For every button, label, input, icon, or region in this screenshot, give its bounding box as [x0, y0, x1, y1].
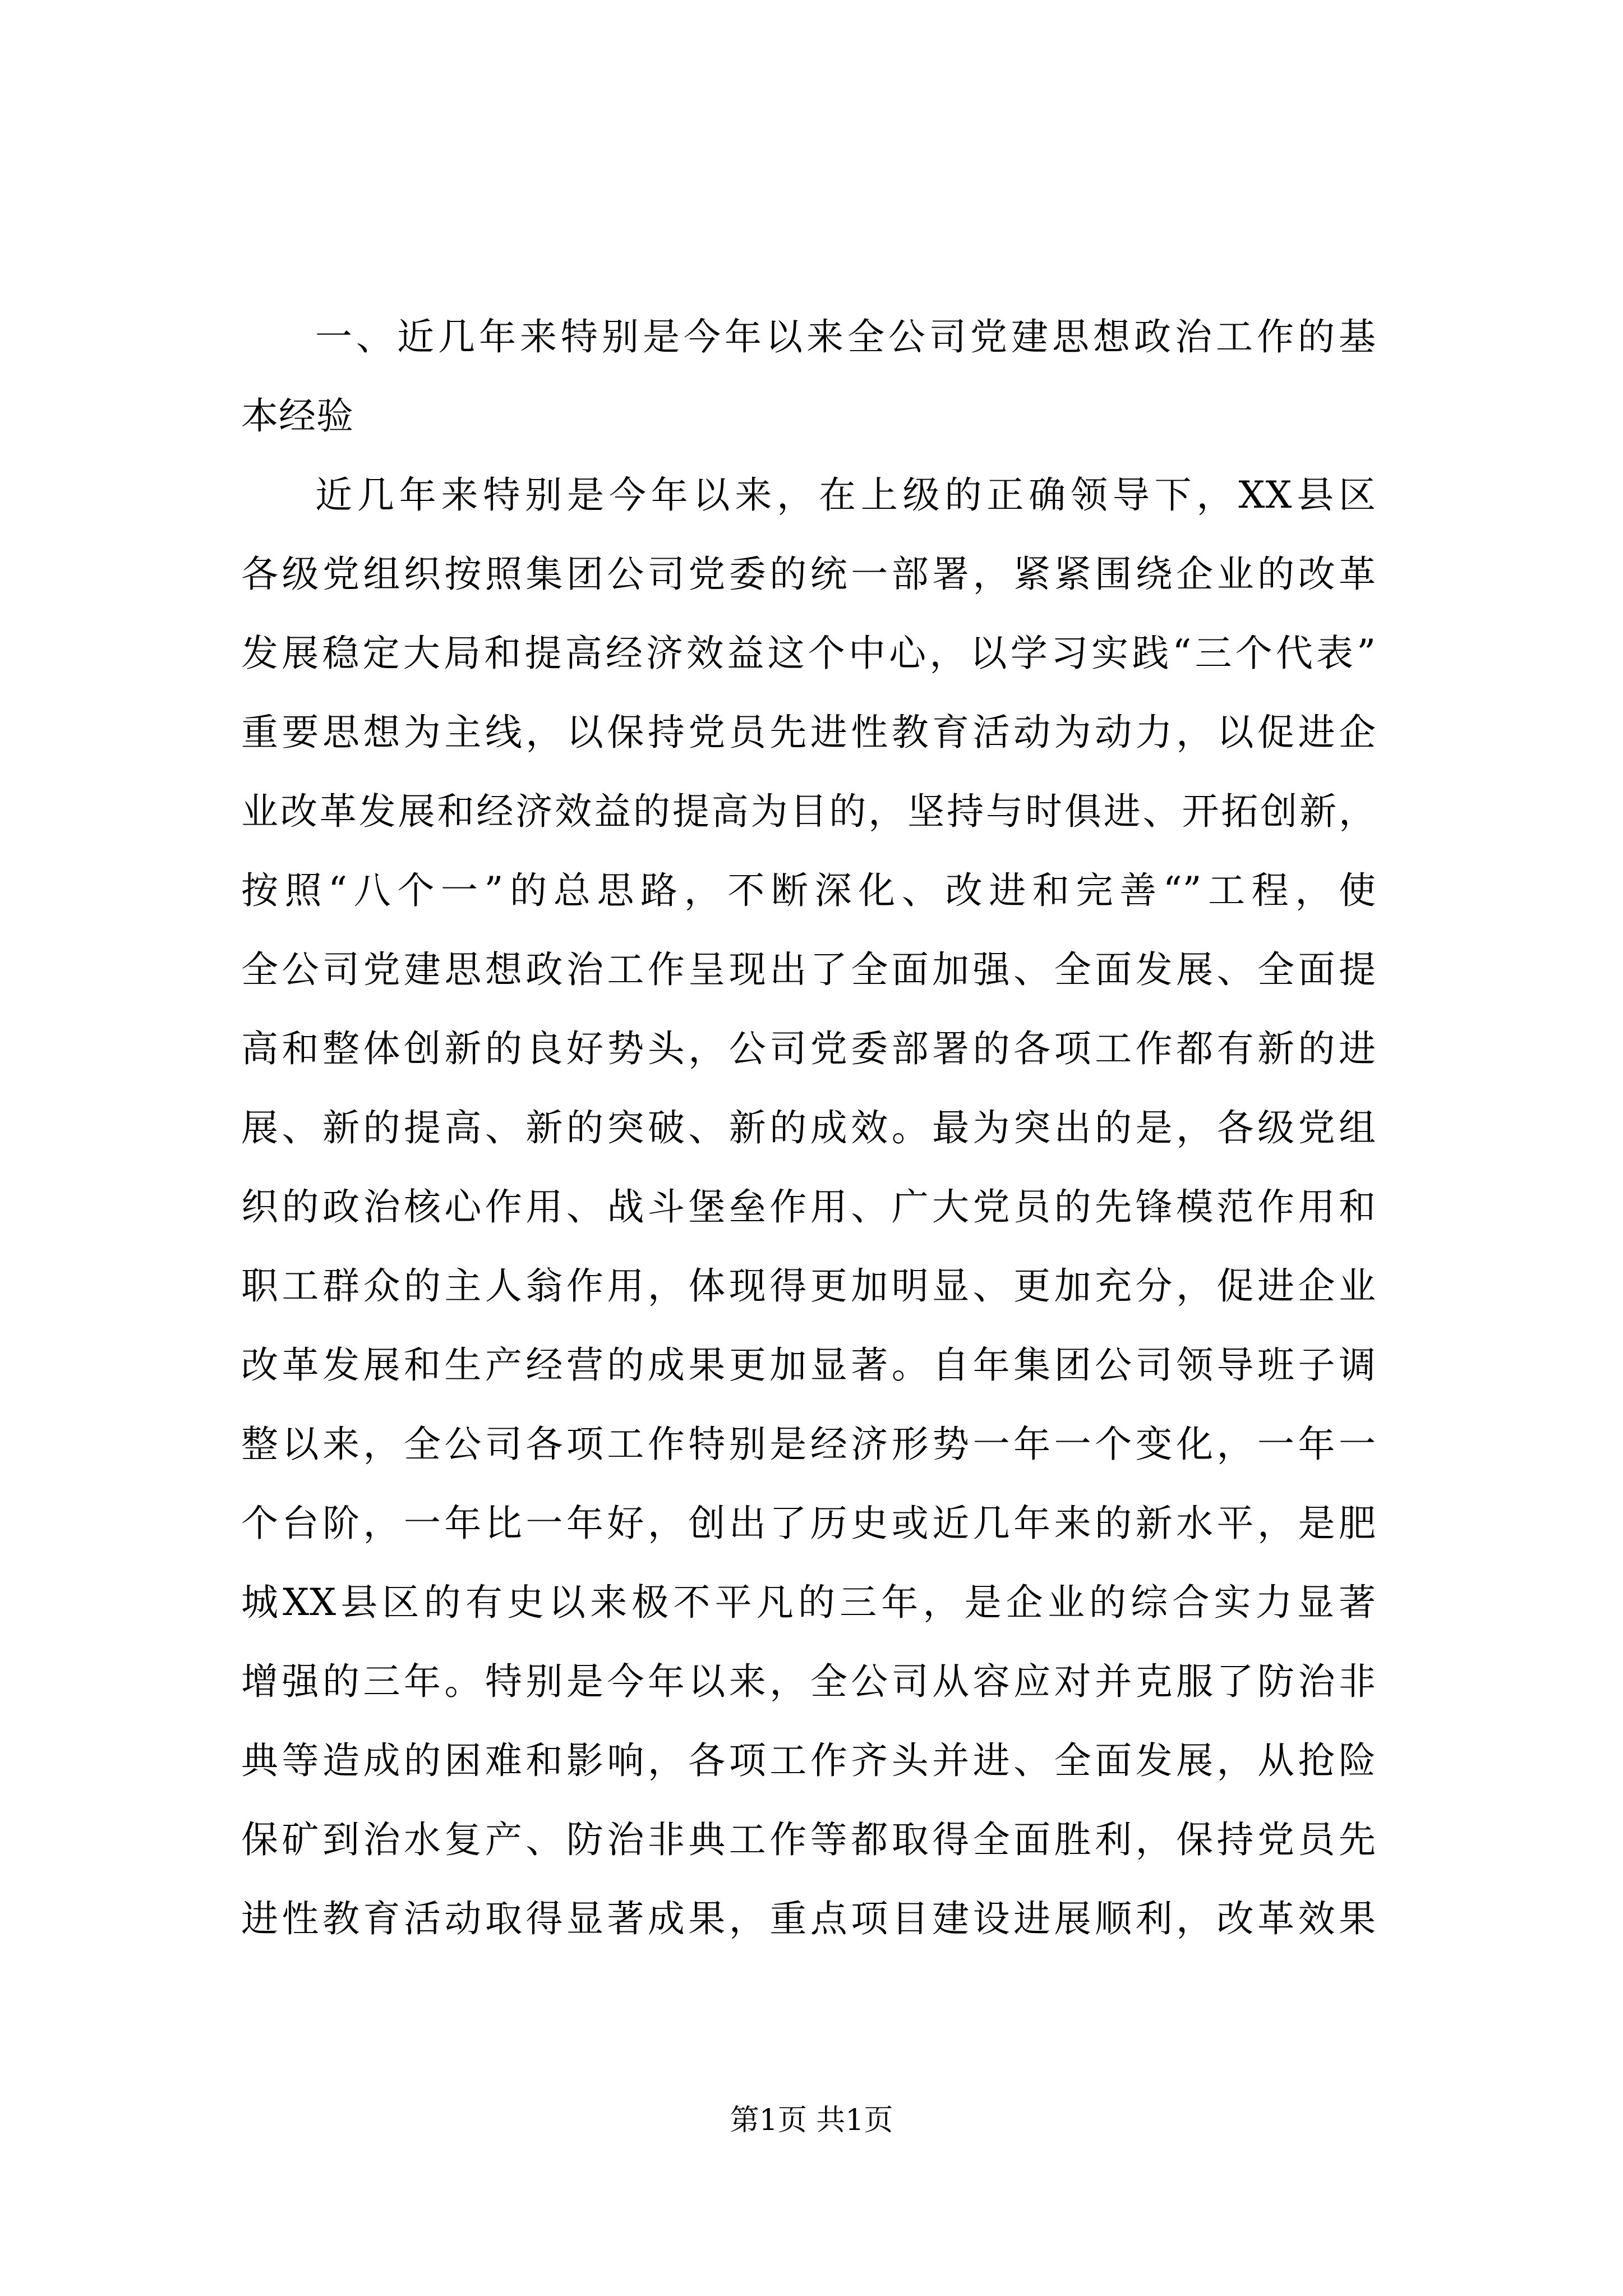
section-heading-line-2: 本经验: [241, 394, 354, 438]
page-number-footer: 第1页 共1页: [730, 2104, 893, 2137]
paragraph-line: 按照“八个一”的总思路，不断深化、改进和完善“”工程，使: [241, 869, 1376, 912]
paragraph-line: 改革发展和生产经营的成果更加显著。自年集团公司领导班子调: [241, 1343, 1376, 1387]
paragraph-line: 整以来，全公司各项工作特别是经济形势一年一个变化，一年一: [241, 1423, 1376, 1466]
paragraph-line: 个台阶，一年比一年好，创出了历史或近几年来的新水平，是肥: [241, 1502, 1376, 1545]
paragraph-line: 城XX县区的有史以来极不平凡的三年，是企业的综合实力显著: [241, 1581, 1376, 1624]
paragraph-line: 织的政治核心作用、战斗堡垒作用、广大党员的先锋模范作用和: [241, 1185, 1376, 1228]
paragraph-line: 全公司党建思想政治工作呈现出了全面加强、全面发展、全面提: [241, 948, 1376, 991]
paragraph-line: 高和整体创新的良好势头，公司党委部署的各项工作都有新的进: [241, 1027, 1376, 1070]
section-heading-line-1: 一、近几年来特别是今年以来全公司党建思想政治工作的基: [315, 315, 1376, 358]
paragraph-line: 典等造成的困难和影响，各项工作齐头并进、全面发展，从抢险: [241, 1739, 1376, 1782]
document-body: [241, 297, 1376, 1958]
paragraph-line: 业改革发展和经济效益的提高为目的，坚持与时俱进、开拓创新，: [241, 790, 1376, 833]
paragraph-line: 职工群众的主人翁作用，体现得更加明显、更加充分，促进企业: [241, 1264, 1376, 1308]
paragraph-line: 保矿到治水复产、防治非典工作等都取得全面胜利，保持党员先: [241, 1818, 1376, 1861]
paragraph-line: 进性教育活动取得显著成果，重点项目建设进展顺利，改革效果: [241, 1897, 1376, 1940]
paragraph-line: 重要思想为主线，以保持党员先进性教育活动为动力，以促进企: [241, 711, 1376, 754]
paragraph-line: 近几年来特别是今年以来，在上级的正确领导下，XX县区: [315, 473, 1376, 517]
paragraph-line: 展、新的提高、新的突破、新的成效。最为突出的是，各级党组: [241, 1106, 1376, 1149]
paragraph-line: 各级党组织按照集团公司党委的统一部署，紧紧围绕企业的改革: [241, 553, 1376, 596]
paragraph-line: 发展稳定大局和提高经济效益这个中心，以学习实践“三个代表”: [241, 632, 1376, 675]
paragraph-line: 增强的三年。特别是今年以来，全公司从容应对并克服了防治非: [241, 1660, 1376, 1703]
